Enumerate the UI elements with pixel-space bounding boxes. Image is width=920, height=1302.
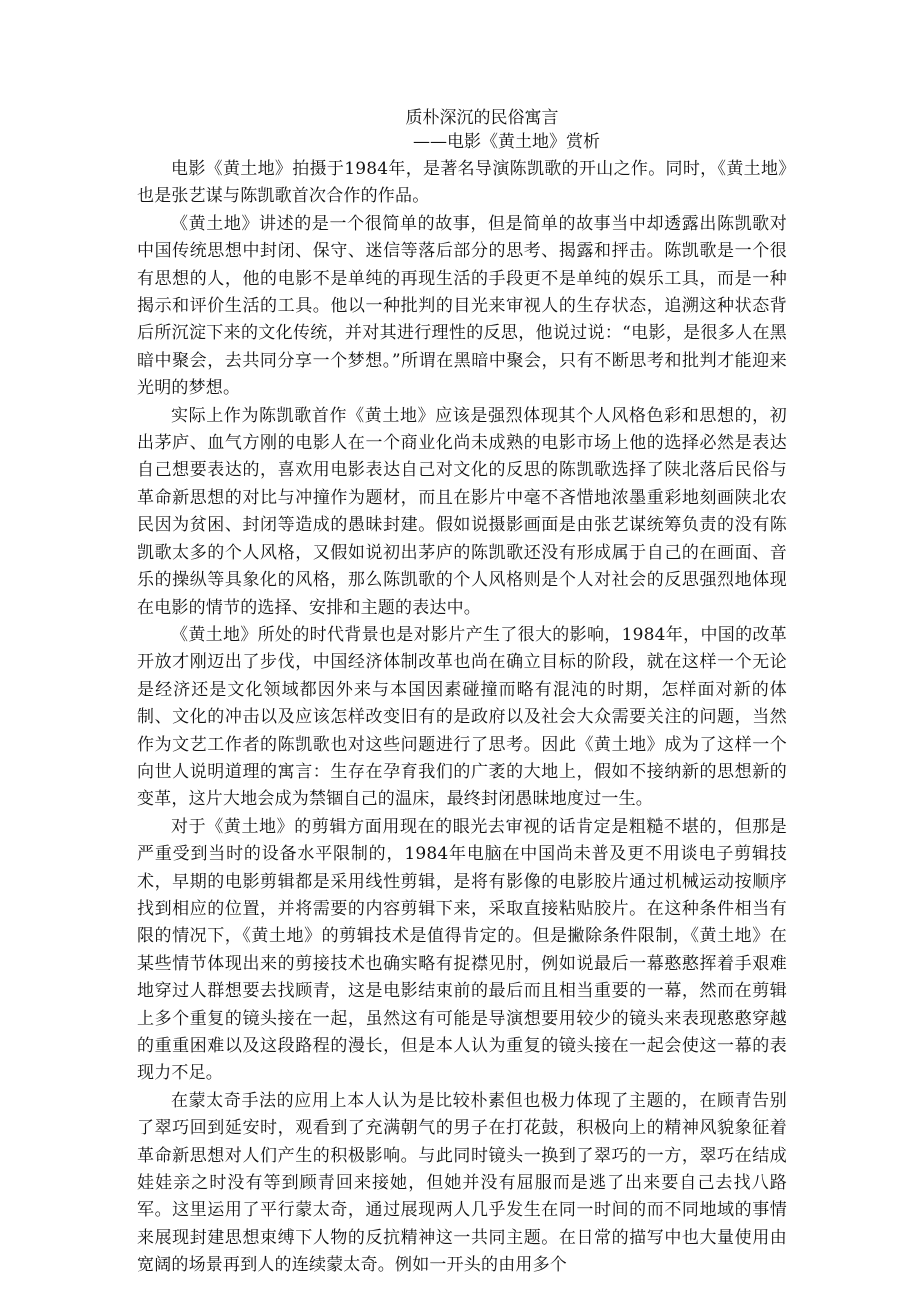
document-title: 质朴深沉的民俗寓言: [405, 108, 559, 128]
document-page: [137, 106, 787, 1280]
paragraph-montage: 在蒙太奇手法的应用上本人认为是比较朴素但也极力体现了主题的，在顾青告别了翠巧回到延安时，观看到了充满朝气的男子在打花鼓，积极向上的精神风貌象征着革命新思想对人们产生的积极影响。与此同时镜头一换到了翠巧的一方，翠巧在结成娃娃亲之时没有等到顾青回来接她，但她并没有屈服而是逃了出来要自己去找八路军。这里运用了平行蒙太奇，通过展现两人几乎发生在同一时间的而不同地域的事情来展现封建思想束缚下人物的反抗精神这一共同主题。在日常的描写中也大量使用由宽阔的场景再到人的连续蒙太奇。例如一开头的由用多个: [137, 1090, 787, 1276]
paragraph-editing: 对于《黄土地》的剪辑方面用现在的眼光去审视的话肯定是粗糙不堪的，但那是严重受到当时的设备水平限制的，1984年电脑在中国尚未普及更不用谈电子剪辑技术，早期的电影剪辑都是采用线性剪辑，是将有影像的电影胶片通过机械运动按顺序找到相应的位置，并将需要的内容剪辑下来，采取直接粘贴胶片。在这种条件相当有限的情况下，《黄土地》的剪辑技术是值得肯定的。但是撇除条件限制，《黄土地》在某些情节体现出来的剪接技术也确实略有捉襟见肘，例如说最后一幕憨憨挥着手艰难地穿过人群想要去找顾青，这是电影结束前的最后而且相当重要的一幕，然而在剪辑上多个重复的镜头接在一起，虽然这有可能是导演想要用较少的镜头来表现憨憨穿越的重重困难以及这段路程的漫长，但是本人认为重复的镜头接在一起会使这一幕的表现力不足。: [137, 816, 787, 1084]
paragraph-background: 《黄土地》所处的时代背景也是对影片产生了很大的影响，1984年，中国的改革开放才刚迈出了步伐，中国经济体制改革也尚在确立目标的阶段，就在这样一个无论是经济还是文化领域都因外来与本国因素碰撞而略有混沌的时期，怎样面对新的体制、文化的冲击以及应该怎样改变旧有的是政府以及社会大众需要关注的问题，当然作为文艺工作者的陈凯歌也对这些问题进行了思考。因此《黄土地》成为了这样一个向世人说明道理的寓言：生存在孕育我们的广袤的大地上，假如不接纳新的思想新的变革，这片大地会成为禁锢自己的温床，最终封闭愚昧地度过一生。: [137, 624, 787, 810]
paragraph-style: 实际上作为陈凯歌首作《黄土地》应该是强烈体现其个人风格色彩和思想的，初出茅庐、血气方刚的电影人在一个商业化尚未成熟的电影市场上他的选择必然是表达自己想要表达的，喜欢用电影表达自己对文化的反思的陈凯歌选择了陕北落后民俗与革命新思想的对比与冲撞作为题材，而且在影片中毫不吝惜地浓墨重彩地刻画陕北农民因为贫困、封闭等造成的愚昧封建。假如说摄影画面是由张艺谋统筹负责的没有陈凯歌太多的个人风格，又假如说初出茅庐的陈凯歌还没有形成属于自己的在画面、音乐的操纵等具象化的风格，那么陈凯歌的个人风格则是个人对社会的反思强烈地体现在电影的情节的选择、安排和主题的表达中。: [137, 405, 787, 618]
document-subtitle: ——电影《黄土地》赏析: [413, 132, 600, 152]
paragraph-story: 《黄土地》讲述的是一个很简单的故事，但是简单的故事当中却透露出陈凯歌对中国传统思想中封闭、保守、迷信等落后部分的思考、揭露和抨击。陈凯歌是一个很有思想的人，他的电影不是单纯的再现生活的手段更不是单纯的娱乐工具，而是一种揭示和评价生活的工具。他以一种批判的目光来审视人的生存状态，追溯这种状态背后所沉淀下来的文化传统，并对其进行理性的反思，他说过说：“电影，是很多人在黑暗中聚会，去共同分享一个梦想。”所谓在黑暗中聚会，只有不断思考和批判才能迎来光明的梦想。: [137, 213, 787, 399]
paragraph-intro: 电影《黄土地》拍摄于1984年，是著名导演陈凯歌的开山之作。同时，《黄土地》也是张艺谋与陈凯歌首次合作的作品。: [137, 159, 787, 207]
